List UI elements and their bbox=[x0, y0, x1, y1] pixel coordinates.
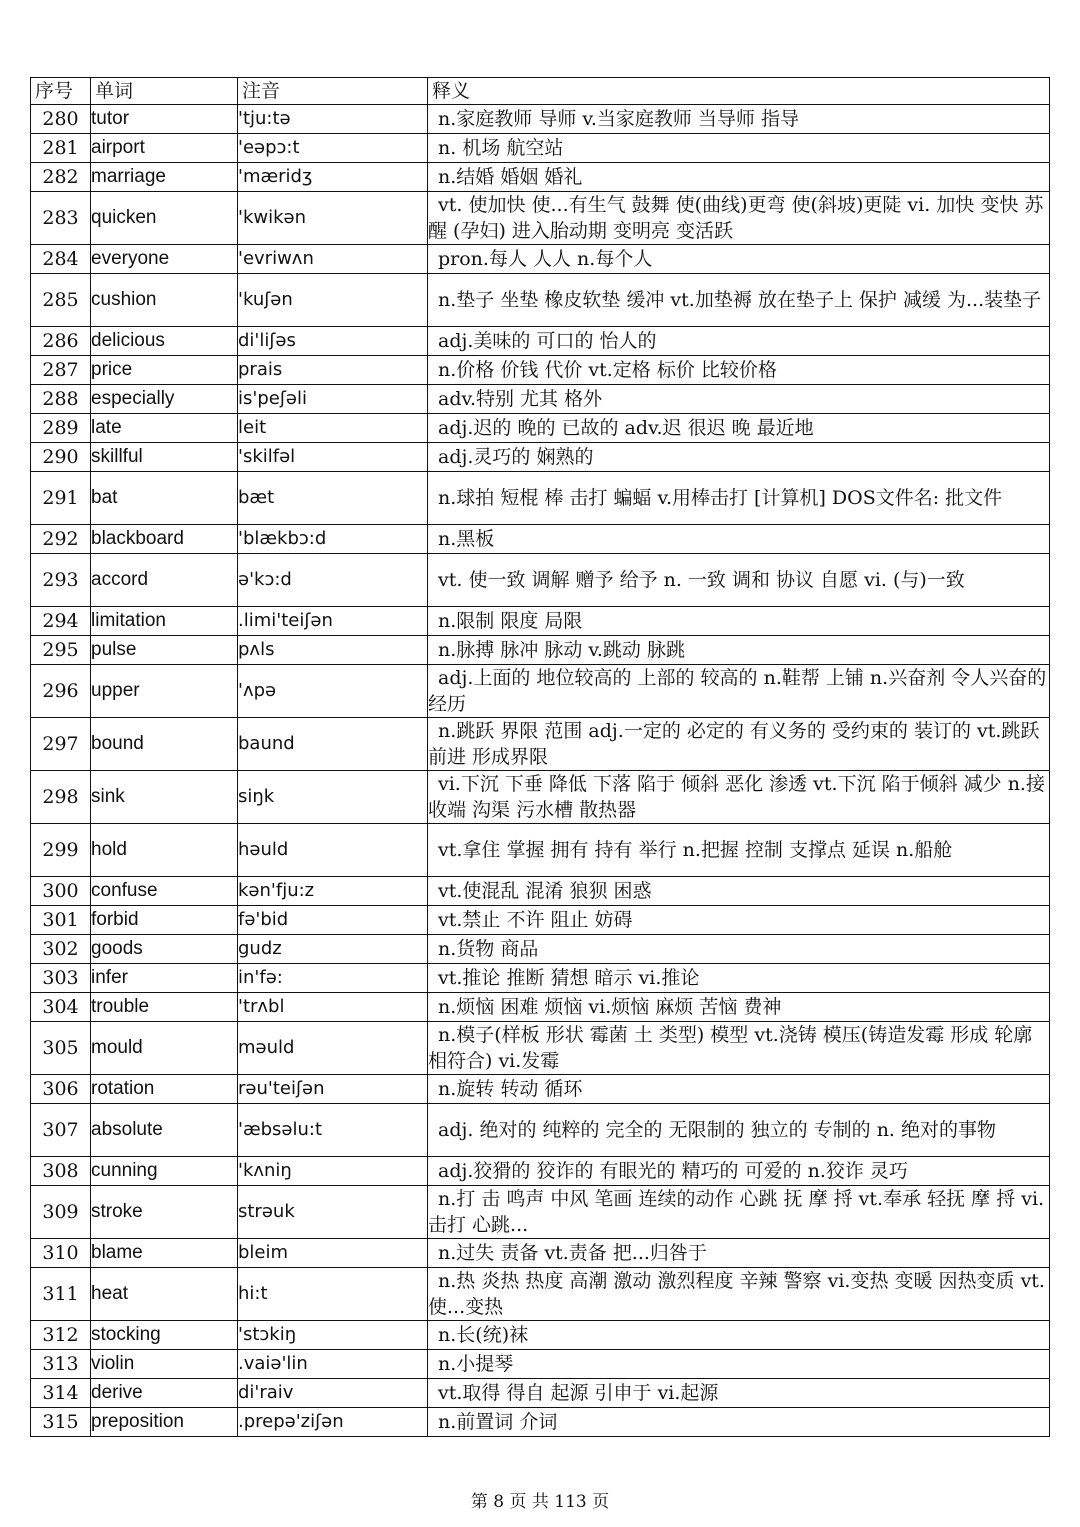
row-pronunciation: baund bbox=[238, 718, 428, 771]
row-pronunciation: in'fə: bbox=[238, 964, 428, 993]
row-definition: vt.取得 得自 起源 引申于 vi.起源 bbox=[428, 1379, 1050, 1408]
row-pronunciation: kən'fju:z bbox=[238, 877, 428, 906]
table-row bbox=[31, 1379, 1050, 1408]
vocabulary-table bbox=[30, 77, 1050, 1437]
row-word: forbid bbox=[91, 906, 238, 935]
row-word: quicken bbox=[91, 192, 238, 245]
row-pronunciation: 'mæridʒ bbox=[238, 163, 428, 192]
table-row bbox=[31, 906, 1050, 935]
table-row bbox=[31, 993, 1050, 1022]
row-number: 308 bbox=[31, 1157, 91, 1186]
row-definition: vt. 使加快 使...有生气 鼓舞 使(曲线)更弯 使(斜坡)更陡 vi. 加快 变快 苏醒 (孕妇) 进入胎动期 变明亮 变活跃 bbox=[428, 192, 1050, 245]
table-row bbox=[31, 192, 1050, 245]
row-definition: n.过失 责备 vt.责备 把...归咎于 bbox=[428, 1239, 1050, 1268]
row-pronunciation: is'peʃəli bbox=[238, 385, 428, 414]
page-footer: 第 8 页 共 113 页 bbox=[470, 1492, 610, 1512]
table-row bbox=[31, 1104, 1050, 1157]
row-pronunciation: 'eəpɔ:t bbox=[238, 134, 428, 163]
table-row bbox=[31, 327, 1050, 356]
table-row bbox=[31, 1186, 1050, 1239]
row-number: 297 bbox=[31, 718, 91, 771]
row-number: 282 bbox=[31, 163, 91, 192]
row-definition: n.家庭教师 导师 v.当家庭教师 当导师 指导 bbox=[428, 105, 1050, 134]
row-number: 293 bbox=[31, 554, 91, 607]
table-row bbox=[31, 414, 1050, 443]
row-number: 286 bbox=[31, 327, 91, 356]
table-row bbox=[31, 824, 1050, 877]
row-word: delicious bbox=[91, 327, 238, 356]
table-row bbox=[31, 1350, 1050, 1379]
table-row bbox=[31, 877, 1050, 906]
table-row bbox=[31, 1321, 1050, 1350]
row-word: goods bbox=[91, 935, 238, 964]
table-row bbox=[31, 105, 1050, 134]
row-word: cunning bbox=[91, 1157, 238, 1186]
row-definition: vt. 使一致 调解 赠予 给予 n. 一致 调和 协议 自愿 vi. (与)一致 bbox=[428, 554, 1050, 607]
row-pronunciation: 'tju:tə bbox=[238, 105, 428, 134]
row-definition: n.热 炎热 热度 高潮 激动 激烈程度 辛辣 警察 vi.变热 变暖 因热变质 vt.使...变热 bbox=[428, 1268, 1050, 1321]
row-pronunciation: siŋk bbox=[238, 771, 428, 824]
row-definition: n.球拍 短棍 棒 击打 蝙蝠 v.用棒击打 [计算机] DOS文件名: 批文件 bbox=[428, 472, 1050, 525]
table-row bbox=[31, 1239, 1050, 1268]
row-definition: n.模子(样板 形状 霉菌 土 类型) 模型 vt.浇铸 模压(铸造发霉 形成 轮廓相符合) vi.发霉 bbox=[428, 1022, 1050, 1075]
row-word: stocking bbox=[91, 1321, 238, 1350]
row-pronunciation: 'evriwʌn bbox=[238, 245, 428, 274]
row-number: 294 bbox=[31, 607, 91, 636]
row-number: 292 bbox=[31, 525, 91, 554]
row-definition: n.结婚 婚姻 婚礼 bbox=[428, 163, 1050, 192]
row-number: 296 bbox=[31, 665, 91, 718]
row-number: 288 bbox=[31, 385, 91, 414]
row-number: 289 bbox=[31, 414, 91, 443]
row-definition: vt.拿住 掌握 拥有 持有 举行 n.把握 控制 支撑点 延误 n.船舱 bbox=[428, 824, 1050, 877]
row-definition: adj. 绝对的 纯粹的 完全的 无限制的 独立的 专制的 n. 绝对的事物 bbox=[428, 1104, 1050, 1157]
row-pronunciation: strəuk bbox=[238, 1186, 428, 1239]
row-word: derive bbox=[91, 1379, 238, 1408]
row-pronunciation: di'raiv bbox=[238, 1379, 428, 1408]
table-row bbox=[31, 554, 1050, 607]
row-pronunciation: məuld bbox=[238, 1022, 428, 1075]
row-number: 281 bbox=[31, 134, 91, 163]
table-row bbox=[31, 385, 1050, 414]
row-definition: vt.使混乱 混淆 狼狈 困惑 bbox=[428, 877, 1050, 906]
row-definition: n. 机场 航空站 bbox=[428, 134, 1050, 163]
table-row bbox=[31, 1157, 1050, 1186]
row-definition: n.长(统)袜 bbox=[428, 1321, 1050, 1350]
row-number: 303 bbox=[31, 964, 91, 993]
table-row bbox=[31, 274, 1050, 327]
row-definition: n.价格 价钱 代价 vt.定格 标价 比较价格 bbox=[428, 356, 1050, 385]
table-row bbox=[31, 964, 1050, 993]
table-row bbox=[31, 1408, 1050, 1437]
row-pronunciation: di'liʃəs bbox=[238, 327, 428, 356]
row-definition: vt.禁止 不许 阻止 妨碍 bbox=[428, 906, 1050, 935]
row-definition: n.打 击 鸣声 中风 笔画 连续的动作 心跳 抚 摩 捋 vt.奉承 轻抚 摩 捋 vi.击打 心跳... bbox=[428, 1186, 1050, 1239]
row-pronunciation: .prepə'ziʃən bbox=[238, 1408, 428, 1437]
row-definition: n.垫子 坐垫 橡皮软垫 缓冲 vt.加垫褥 放在垫子上 保护 减缓 为...装垫子 bbox=[428, 274, 1050, 327]
row-pronunciation: bleim bbox=[238, 1239, 428, 1268]
header-number: 序号 bbox=[31, 78, 91, 105]
row-number: 295 bbox=[31, 636, 91, 665]
table-row bbox=[31, 1075, 1050, 1104]
row-definition: vi.下沉 下垂 降低 下落 陷于 倾斜 恶化 渗透 vt.下沉 陷于倾斜 减少 n.接收端 沟渠 污水槽 散热器 bbox=[428, 771, 1050, 824]
row-number: 311 bbox=[31, 1268, 91, 1321]
row-definition: adj.灵巧的 娴熟的 bbox=[428, 443, 1050, 472]
row-pronunciation: hi:t bbox=[238, 1268, 428, 1321]
row-word: mould bbox=[91, 1022, 238, 1075]
row-definition: n.跳跃 界限 范围 adj.一定的 必定的 有义务的 受约束的 装订的 vt.跳跃前进 形成界限 bbox=[428, 718, 1050, 771]
row-number: 291 bbox=[31, 472, 91, 525]
row-number: 300 bbox=[31, 877, 91, 906]
row-number: 310 bbox=[31, 1239, 91, 1268]
row-definition: adj.上面的 地位较高的 上部的 较高的 n.鞋帮 上铺 n.兴奋剂 令人兴奋的经历 bbox=[428, 665, 1050, 718]
row-number: 301 bbox=[31, 906, 91, 935]
row-pronunciation: fə'bid bbox=[238, 906, 428, 935]
row-number: 309 bbox=[31, 1186, 91, 1239]
row-word: cushion bbox=[91, 274, 238, 327]
table-row bbox=[31, 356, 1050, 385]
row-word: accord bbox=[91, 554, 238, 607]
row-word: hold bbox=[91, 824, 238, 877]
table-row bbox=[31, 636, 1050, 665]
table-row bbox=[31, 245, 1050, 274]
row-word: bound bbox=[91, 718, 238, 771]
row-word: especially bbox=[91, 385, 238, 414]
row-word: tutor bbox=[91, 105, 238, 134]
row-word: preposition bbox=[91, 1408, 238, 1437]
row-word: sink bbox=[91, 771, 238, 824]
table-body bbox=[31, 105, 1050, 1437]
row-number: 290 bbox=[31, 443, 91, 472]
row-definition: n.货物 商品 bbox=[428, 935, 1050, 964]
row-definition: adj.美味的 可口的 怡人的 bbox=[428, 327, 1050, 356]
row-word: infer bbox=[91, 964, 238, 993]
row-number: 284 bbox=[31, 245, 91, 274]
row-definition: adv.特别 尤其 格外 bbox=[428, 385, 1050, 414]
row-pronunciation: 'stɔkiŋ bbox=[238, 1321, 428, 1350]
row-number: 307 bbox=[31, 1104, 91, 1157]
row-word: blame bbox=[91, 1239, 238, 1268]
row-word: marriage bbox=[91, 163, 238, 192]
row-word: stroke bbox=[91, 1186, 238, 1239]
row-word: heat bbox=[91, 1268, 238, 1321]
row-number: 302 bbox=[31, 935, 91, 964]
row-definition: n.黑板 bbox=[428, 525, 1050, 554]
table-row bbox=[31, 665, 1050, 718]
row-pronunciation: prais bbox=[238, 356, 428, 385]
row-number: 306 bbox=[31, 1075, 91, 1104]
row-definition: n.烦恼 困难 烦恼 vi.烦恼 麻烦 苦恼 费神 bbox=[428, 993, 1050, 1022]
table-row bbox=[31, 443, 1050, 472]
row-pronunciation: 'skilfəl bbox=[238, 443, 428, 472]
row-pronunciation: pʌls bbox=[238, 636, 428, 665]
table-row bbox=[31, 771, 1050, 824]
table-row bbox=[31, 134, 1050, 163]
row-number: 304 bbox=[31, 993, 91, 1022]
row-pronunciation: .vaiə'lin bbox=[238, 1350, 428, 1379]
row-word: limitation bbox=[91, 607, 238, 636]
row-word: violin bbox=[91, 1350, 238, 1379]
row-word: bat bbox=[91, 472, 238, 525]
header-pronunciation: 注音 bbox=[238, 78, 428, 105]
row-definition: adj.狡猾的 狡诈的 有眼光的 精巧的 可爱的 n.狡诈 灵巧 bbox=[428, 1157, 1050, 1186]
table-row bbox=[31, 1022, 1050, 1075]
row-definition: n.旋转 转动 循环 bbox=[428, 1075, 1050, 1104]
row-word: skillful bbox=[91, 443, 238, 472]
row-word: confuse bbox=[91, 877, 238, 906]
row-definition: pron.每人 人人 n.每个人 bbox=[428, 245, 1050, 274]
table-row bbox=[31, 607, 1050, 636]
table-row bbox=[31, 935, 1050, 964]
row-word: everyone bbox=[91, 245, 238, 274]
row-pronunciation: 'ʌpə bbox=[238, 665, 428, 718]
row-number: 280 bbox=[31, 105, 91, 134]
header-word: 单词 bbox=[91, 78, 238, 105]
row-number: 283 bbox=[31, 192, 91, 245]
row-pronunciation: həuld bbox=[238, 824, 428, 877]
row-definition: vt.推论 推断 猜想 暗示 vi.推论 bbox=[428, 964, 1050, 993]
row-word: trouble bbox=[91, 993, 238, 1022]
row-word: late bbox=[91, 414, 238, 443]
row-definition: n.前置词 介词 bbox=[428, 1408, 1050, 1437]
row-number: 298 bbox=[31, 771, 91, 824]
row-word: price bbox=[91, 356, 238, 385]
row-pronunciation: gudz bbox=[238, 935, 428, 964]
row-number: 299 bbox=[31, 824, 91, 877]
row-pronunciation: 'trʌbl bbox=[238, 993, 428, 1022]
row-number: 285 bbox=[31, 274, 91, 327]
row-number: 312 bbox=[31, 1321, 91, 1350]
row-number: 315 bbox=[31, 1408, 91, 1437]
row-pronunciation: 'kwikən bbox=[238, 192, 428, 245]
row-pronunciation: ə'kɔ:d bbox=[238, 554, 428, 607]
row-pronunciation: 'kuʃən bbox=[238, 274, 428, 327]
table-row bbox=[31, 525, 1050, 554]
row-definition: adj.迟的 晚的 已故的 adv.迟 很迟 晚 最近地 bbox=[428, 414, 1050, 443]
row-pronunciation: 'æbsəlu:t bbox=[238, 1104, 428, 1157]
row-number: 287 bbox=[31, 356, 91, 385]
table-header-row bbox=[31, 78, 1050, 105]
row-word: absolute bbox=[91, 1104, 238, 1157]
row-pronunciation: .limi'teiʃən bbox=[238, 607, 428, 636]
row-word: airport bbox=[91, 134, 238, 163]
header-definition: 释义 bbox=[428, 78, 1050, 105]
row-word: pulse bbox=[91, 636, 238, 665]
row-definition: n.限制 限度 局限 bbox=[428, 607, 1050, 636]
row-pronunciation: 'kʌniŋ bbox=[238, 1157, 428, 1186]
row-pronunciation: bæt bbox=[238, 472, 428, 525]
table-row bbox=[31, 472, 1050, 525]
row-pronunciation: leit bbox=[238, 414, 428, 443]
row-word: blackboard bbox=[91, 525, 238, 554]
table-row bbox=[31, 1268, 1050, 1321]
row-definition: n.小提琴 bbox=[428, 1350, 1050, 1379]
row-pronunciation: 'blækbɔ:d bbox=[238, 525, 428, 554]
row-number: 314 bbox=[31, 1379, 91, 1408]
table-row bbox=[31, 163, 1050, 192]
row-number: 313 bbox=[31, 1350, 91, 1379]
row-pronunciation: rəu'teiʃən bbox=[238, 1075, 428, 1104]
row-word: rotation bbox=[91, 1075, 238, 1104]
row-word: upper bbox=[91, 665, 238, 718]
table-row bbox=[31, 718, 1050, 771]
row-number: 305 bbox=[31, 1022, 91, 1075]
row-definition: n.脉搏 脉冲 脉动 v.跳动 脉跳 bbox=[428, 636, 1050, 665]
